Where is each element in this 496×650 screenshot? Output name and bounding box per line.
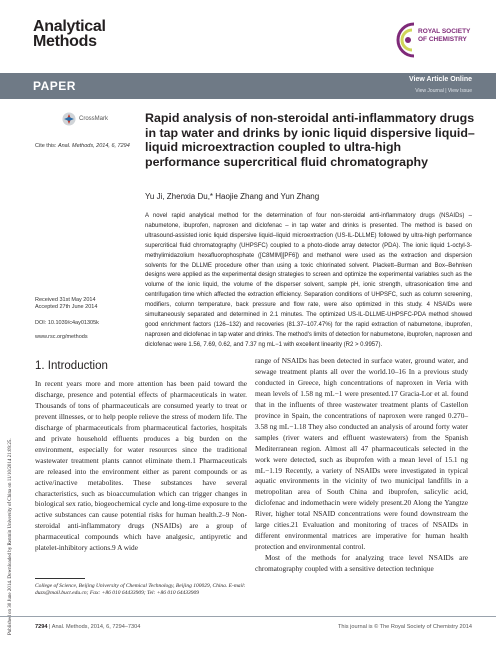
footer-citation: 7294 | Anal. Methods, 2014, 6, 7294–7304 [35, 624, 141, 630]
article-dates [35, 297, 97, 311]
section-label: PAPER [33, 79, 76, 93]
journal-name [33, 19, 106, 49]
publisher-line2: OF CHEMISTRY [418, 36, 467, 43]
doi-link[interactable]: DOI: 10.1039/c4ay01305k [35, 320, 99, 326]
cite-text: Anal. Methods, 2014, 6, 7294 [57, 143, 130, 149]
article-authors: Yu Ji, Zhenxia Du,* Haojie Zhang and Yun Zhang [145, 192, 320, 201]
received-date: Received 31st May 2014 [35, 297, 96, 303]
crossmark-badge[interactable] [62, 112, 108, 126]
accepted-date: Accepted 27th June 2014 [35, 304, 98, 310]
journal-name-line1: Analytical [33, 18, 106, 35]
cite-label: Cite this: [35, 143, 57, 149]
view-article-online-link[interactable]: View Article Online [408, 76, 472, 83]
article-title: Rapid analysis of non-steroidal anti-inflammatory drugs in tap water and drinks by ionic liquid dispersive liquid–liquid microextraction coupled to ultra-high performance supercritical fluid chromatography [145, 111, 475, 169]
article-abstract: A novel rapid analytical method for the determination of four non-steroidal anti-inflammatory drugs (NSAIDs) – nabumetone, ibuprofen, naproxen and diclofenac – in tap water and drinks is presented. The method is based on ultrasound-assisted ionic liquid dispersive liquid–liquid microextraction (US-IL-DLLME) followed by ultra-high performance supercritical fluid chromatography (UHPSFC) coupled to a photo-diode array detector (PDA). The ionic liquid 1-octyl-3-methylimidazolium hexafluorophosphate ([C8MIM][PF6]) and methanol were used as the extraction and dispersion solvents for the DLLME procedure other than using a toxic chlorinated solvent. Plackett–Burman and Box–Behnken designs were applied as the experimental design strategies to screen and optimize the experimental variables such as the volume of the ionic liquid, the volume of the disperser solvent, sample pH, ionic strength, ultrasonication time and centrifugation time which affected the extraction efficiency. Separation conditions of UHPSFC, such as column screening, modifiers, column temperature, back pressure and flow rate, were also optimized in this study. 4 NSAIDs were simultaneously separated and determined in 2.1 minutes. The optimized US-IL-DLLME-UHPSFC-PDA method showed good enrichment factors (126–132) and recoveries (81.37–107.47%) for the rapid extraction of nabumetone, ibuprofen, naproxen and diclofenac in tap water and drinks. The method's limits of detection for nabumetone, ibuprofen, naproxen and diclofenac were 1.56, 7.69, 0.62, and 7.37 ng mL−1 with excellent linearity (R2 > 0.9957). [145, 213, 472, 348]
publication-side-note [8, 160, 16, 640]
citation [35, 143, 130, 149]
footer-divider [0, 616, 496, 617]
footer-copyright: This journal is © The Royal Society of Chemistry 2014 [338, 624, 472, 630]
publisher-name [418, 28, 470, 44]
page-number: 7294 [35, 624, 48, 630]
journal-website-link[interactable]: www.rsc.org/methods [35, 334, 88, 340]
author-affiliation: College of Science, Beijing University of Chemical Technology, Beijing 100029, China. E-mail: duzx@mail.buct.edu.cn; Fax: +86 010 64433909; Tel: +86 010 64433909 [35, 583, 246, 597]
side-note-text: Published on 30 June 2014. Downloaded by Renmin University of China on 11/10/2014 21:09:25. [8, 438, 13, 635]
intro-left-column: In recent years more and more attention has been paid toward the discharge, presence and potential effects of pharmaceuticals in water. Thousands of tons of pharmaceuticals are consumed yearly to treat or prevent illnesses, or to help people relieve the stress of modern life. The discharge of pharmaceuticals from pharmaceutical factories, hospitals and private household effluents produces a big burden on the environment, especially for water resources since the traditional wastewater treatment plants cannot eliminate them.1 Pharmaceuticals are released into the environment either as parent compounds or as active/inactive metabolites. These substances have several characteristics, such as bioaccumulation which can trigger changes in biological sex ratio, biogeochemical cycle and long-time exposure to the active substances can cause potential risks for human health.2–9 Non-steroidal anti-inflammatory drugs (NSAIDs) are a group of pharmaceutical compounds which have analgesic, antipyretic and platelet-inhibitory actions.9 A wide [35, 379, 247, 553]
footer-journal-ref: Anal. Methods, 2014, 6, 7294–7304 [51, 624, 141, 630]
view-journal-issue-links[interactable]: View Journal | View Issue [415, 88, 472, 94]
intro-paragraph-right-1: range of NSAIDs has been detected in surface water, ground water, and sewage treatment plants all over the world.10–16 In a previous study conducted in Greece, high concentrations of naproxen in Veria with mean levels of 1.58 ng mL−1 were presented.17 Gracia-Lor et al. found that in the influents of three wastewater treatment plants of Castellon province in Spain, the concentrations of naproxen were ranged 0.270–3.58 ng mL−1.18 They also conducted an analysis of around forty water samples (river waters and effluent wastewaters) from the Spanish Mediterranean region. Almost all 47 pharmaceuticals selected in the work were detected, such as ibuprofen with a mean level of 15.1 ng mL−1.19 Recently, a variety of NSAIDs were investigated in typical aquatic environments in the vicinity of two municipal landfills in a metropolitan area of South China and ibuprofen, salicylic acid, diclofenac and indomethacin were widely present.20 Along the Yangtze River, higher total NSAID concentrations were found downstream the large cities.21 Evaluation and monitoring of traces of NSAIDs in different environmental matrices are imperative for human health protection and environmental control. [255, 356, 468, 552]
footnote-divider [35, 578, 85, 579]
intro-paragraph-right-2: Most of the methods for analyzing trace level NSAIDs are chromatography coupled with a sensitive detection technique [255, 553, 468, 574]
section-heading-introduction: 1. Introduction [35, 360, 108, 372]
publisher-line1: ROYAL SOCIETY [418, 28, 471, 35]
intro-right-column [255, 356, 468, 575]
crossmark-icon [62, 112, 76, 126]
crossmark-label: CrossMark [79, 116, 109, 122]
journal-name-line2: Methods [33, 33, 97, 50]
